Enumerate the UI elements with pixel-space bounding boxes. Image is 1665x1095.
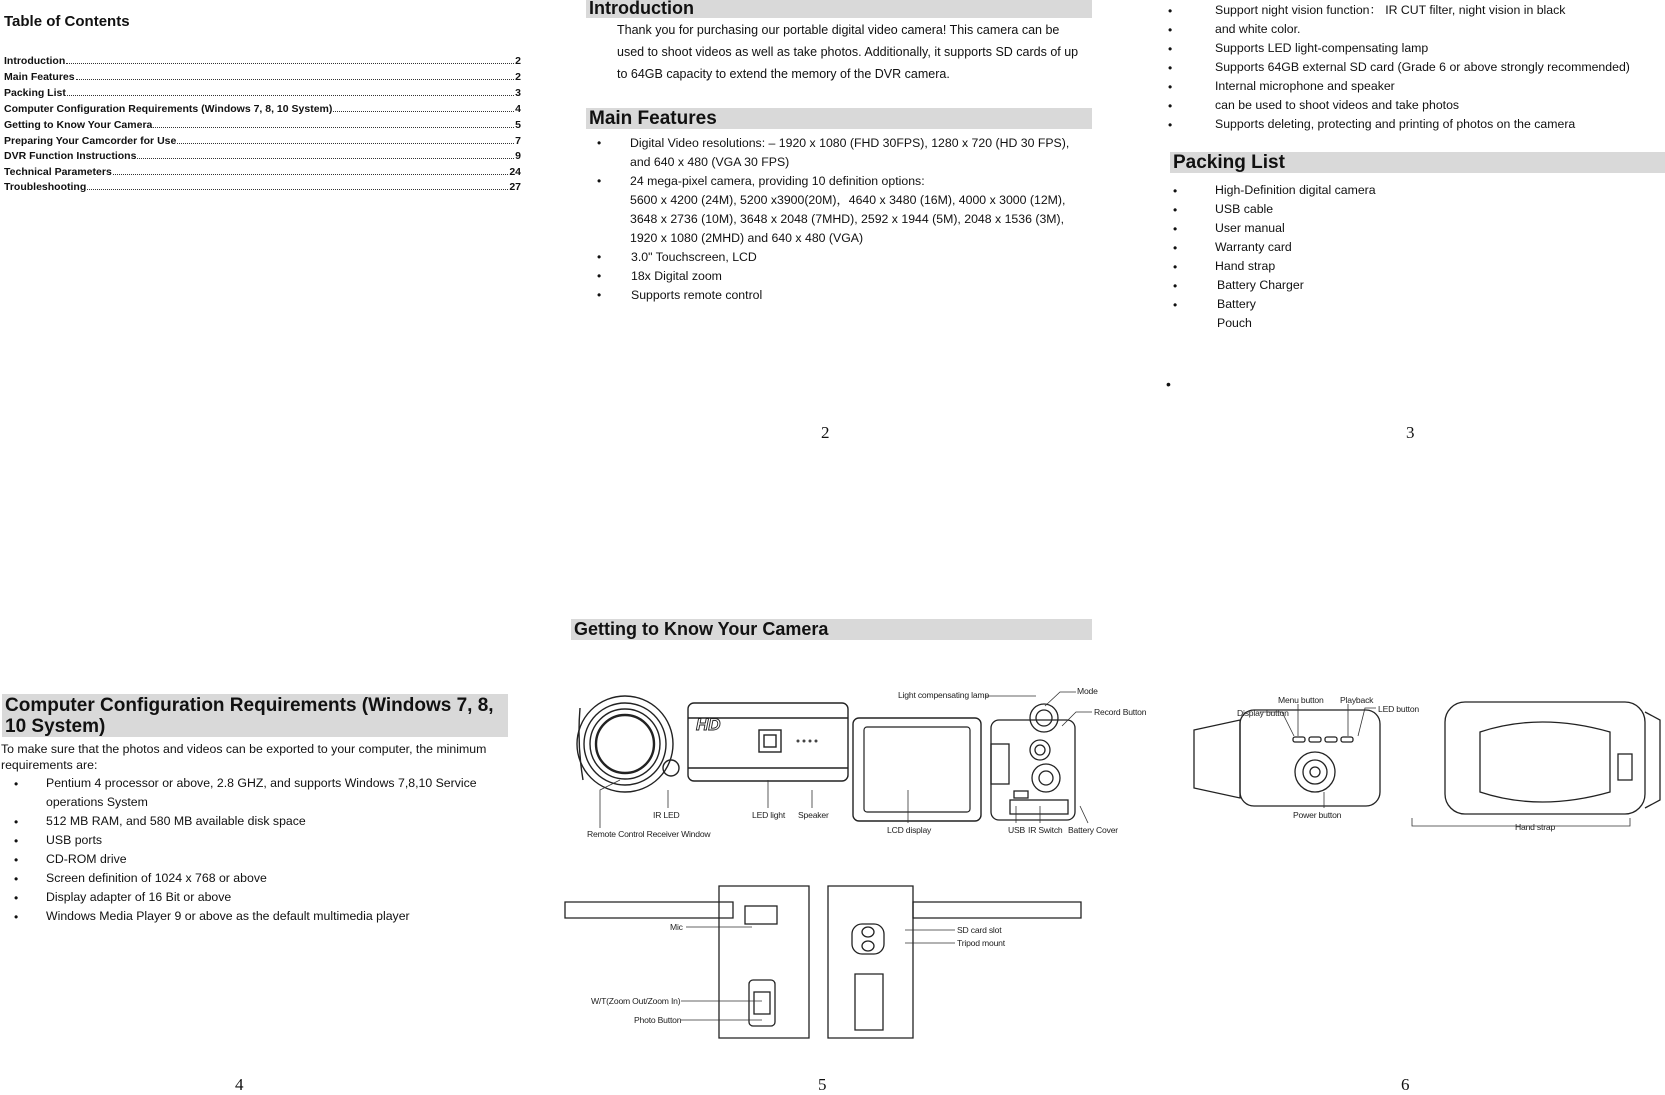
bullet: •: [1173, 260, 1178, 274]
callout-zoom: W/T(Zoom Out/Zoom In): [591, 996, 681, 1006]
toc-entry-page: 2: [515, 71, 521, 83]
toc-entry-page: 4: [515, 103, 521, 115]
page-number: 6: [1401, 1075, 1410, 1094]
feature-item: Supports 64GB external SD card (Grade 6 or above strongly recommended): [1215, 60, 1630, 74]
callout-menu-button: Menu button: [1278, 695, 1324, 705]
config-heading-line2: 10 System): [5, 716, 106, 737]
callout-ir-led: IR LED: [653, 810, 680, 820]
intro-line: to 64GB capacity to extend the memory of the DVR camera.: [617, 67, 950, 81]
bullet: •: [14, 853, 19, 867]
toc-entry-label: Getting to Know Your Camera: [4, 119, 153, 131]
bullet: •: [14, 834, 19, 848]
bullet: •: [597, 288, 602, 302]
toc-entry-label: Packing List: [4, 87, 66, 99]
callout-speaker: Speaker: [798, 810, 829, 820]
packing-item: Battery: [1217, 297, 1256, 311]
intro-line: used to shoot videos as well as take photos. Additionally, it supports SD cards of up: [617, 45, 1079, 59]
callout-sd-slot: SD card slot: [957, 925, 1002, 935]
feature-item: and white color.: [1215, 22, 1301, 36]
callout-lcd: LCD display: [887, 825, 932, 835]
feature-item: Supports LED light-compensating lamp: [1215, 41, 1429, 55]
callout-record: Record Button: [1094, 707, 1147, 717]
feature-item: Supports deleting, protecting and printing of photos on the camera: [1215, 117, 1576, 131]
config-item: Display adapter of 16 Bit or above: [46, 890, 232, 904]
bullet: •: [1168, 61, 1173, 75]
bullet: •: [597, 174, 602, 188]
callout-photo-button: Photo Button: [634, 1015, 682, 1025]
callout-led-button: LED button: [1378, 704, 1419, 714]
packing-item: High-Definition digital camera: [1215, 183, 1376, 197]
bullet: •: [1168, 42, 1173, 56]
bullet: •: [1168, 99, 1173, 113]
bullet: •: [1173, 203, 1178, 217]
feature-item-cont: 5600 x 4200 (24M), 5200 x3900(20M)，4640 x 3480 (16M), 4000 x 3000 (12M),: [630, 193, 1066, 207]
bullet: •: [1166, 376, 1171, 392]
bullet: •: [1173, 279, 1178, 293]
feature-item-cont: 3648 x 2736 (10M), 3648 x 2048 (7MHD), 2592 x 1944 (5M), 2048 x 1536 (3M),: [630, 212, 1065, 226]
toc-entry-page: 24: [509, 166, 521, 178]
packing-item: Warranty card: [1215, 240, 1292, 254]
toc-entry-page: 5: [515, 119, 521, 131]
page-number: 5: [818, 1075, 827, 1094]
toc-entry-label: Technical Parameters: [4, 166, 112, 178]
callout-light-lamp: Light compensating lamp: [898, 690, 989, 700]
callout-tripod: Tripod mount: [957, 938, 1005, 948]
toc-entry-label: Troubleshooting: [4, 181, 87, 193]
toc-entry-page: 9: [515, 150, 521, 162]
page-number: 2: [821, 423, 830, 442]
bullet: •: [14, 777, 19, 791]
toc-title: Table of Contents: [4, 13, 130, 30]
bullet: •: [14, 815, 19, 829]
toc-entry-label: Computer Configuration Requirements (Windows 7, 8, 10 System): [4, 103, 333, 115]
camera-hd-logo: HD: [696, 715, 721, 734]
bullet: •: [597, 269, 602, 283]
feature-item: Supports remote control: [631, 288, 763, 302]
page-number: 3: [1406, 423, 1415, 442]
toc-entry-label: Main Features: [4, 71, 75, 83]
config-item: USB ports: [46, 833, 103, 847]
callout-lines-p6: [1200, 700, 1640, 835]
bullet: •: [1168, 23, 1173, 37]
bullet: •: [1168, 80, 1173, 94]
config-heading-line1: Computer Configuration Requirements (Windows 7, 8,: [5, 695, 494, 716]
bullet: •: [1173, 222, 1178, 236]
features-heading: Main Features: [586, 108, 1092, 129]
bullet: •: [1173, 241, 1178, 255]
callout-mode: Mode: [1077, 686, 1098, 696]
intro-line: Thank you for purchasing our portable digital video camera! This camera can be: [617, 23, 1060, 37]
toc-entry-label: DVR Function Instructions: [4, 150, 137, 162]
bullet: •: [14, 891, 19, 905]
bullet: •: [14, 872, 19, 886]
callout-led-light: LED light: [752, 810, 786, 820]
camera-heading: Getting to Know Your Camera: [571, 619, 1092, 640]
feature-item: 18x Digital zoom: [631, 269, 722, 283]
config-intro: To make sure that the photos and videos can be exported to your computer, the minimum: [1, 742, 487, 756]
feature-item-cont: 1920 x 1080 (2MHD) and 640 x 480 (VGA): [630, 231, 864, 245]
bullet: •: [597, 250, 602, 264]
bullet: •: [597, 136, 602, 150]
bullet: •: [14, 910, 19, 924]
callout-hand-strap: Hand strap: [1515, 822, 1556, 832]
page-number: 4: [235, 1075, 244, 1094]
callout-remote: Remote Control Receiver Window: [587, 829, 711, 839]
bullet: •: [1168, 118, 1173, 132]
callout-battery-cover: Battery Cover: [1068, 825, 1118, 835]
toc-entry-page: 7: [515, 135, 521, 147]
packing-item: Hand strap: [1215, 259, 1276, 273]
feature-item: Digital Video resolutions: – 1920 x 1080 (FHD 30FPS), 1280 x 720 (HD 30 FPS),: [630, 136, 1070, 150]
config-item: Pentium 4 processor or above, 2.8 GHZ, and supports Windows 7,8,10 Service: [46, 776, 477, 790]
feature-item-cont: and 640 x 480 (VGA 30 FPS): [630, 155, 790, 169]
bullet: •: [1173, 184, 1178, 198]
feature-item: 24 mega-pixel camera, providing 10 definition options:: [630, 174, 925, 188]
feature-item: can be used to shoot videos and take photos: [1215, 98, 1460, 112]
packing-item: Pouch: [1217, 316, 1252, 330]
bullet: •: [1168, 4, 1173, 18]
packing-item: Battery Charger: [1217, 278, 1304, 292]
packing-heading: Packing List: [1170, 152, 1665, 173]
config-item: 512 MB RAM, and 580 MB available disk space: [46, 814, 306, 828]
config-item: CD-ROM drive: [46, 852, 127, 866]
toc-entry-page: 27: [509, 181, 521, 193]
callout-ir-switch: IR Switch: [1028, 825, 1063, 835]
feature-item: 3.0" Touchscreen, LCD: [631, 250, 757, 264]
toc-entry-page: 2: [515, 55, 521, 67]
callout-playback: Playback: [1340, 695, 1374, 705]
feature-item: Internal microphone and speaker: [1215, 79, 1395, 93]
config-item-cont: operations System: [46, 795, 148, 809]
intro-heading: Introduction: [586, 0, 1092, 18]
packing-item: USB cable: [1215, 202, 1274, 216]
toc-entry-page: 3: [515, 87, 521, 99]
config-item: Windows Media Player 9 or above as the default multimedia player: [46, 909, 410, 923]
callout-usb: USB: [1008, 825, 1026, 835]
config-intro: requirements are:: [1, 758, 98, 772]
toc-entry-label: Preparing Your Camcorder for Use: [4, 135, 177, 147]
callout-display-button: Display button: [1237, 708, 1289, 718]
packing-item: User manual: [1215, 221, 1285, 235]
callout-power-button: Power button: [1293, 810, 1342, 820]
feature-item: Support night vision function： IR CUT filter, night vision in black: [1215, 3, 1566, 17]
callout-mic: Mic: [670, 922, 683, 932]
bullet: •: [1173, 298, 1178, 312]
config-item: Screen definition of 1024 x 768 or above: [46, 871, 267, 885]
toc-entry-label: Introduction: [4, 55, 66, 67]
